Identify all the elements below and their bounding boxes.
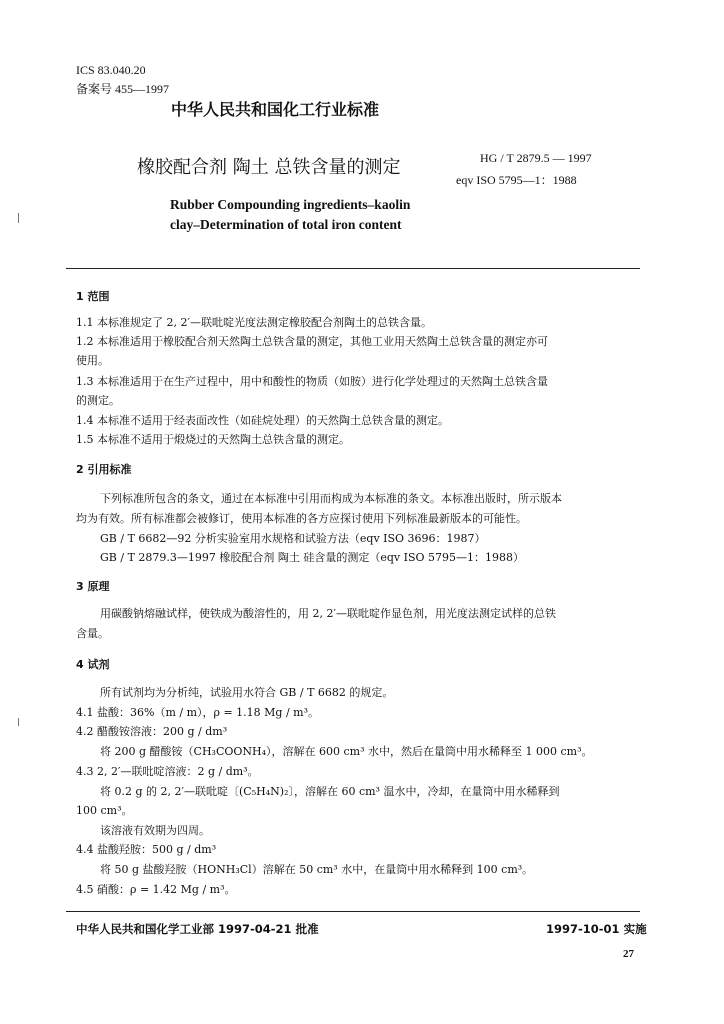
footer-divider	[66, 911, 640, 912]
approval-note: 中华人民共和国化学工业部 1997-04-21 批准	[76, 922, 319, 936]
clause-1-1: 1.1 本标准规定了 2, 2′—联吡啶光度法测定橡胶配合剂陶土的总铁含量。	[76, 316, 432, 329]
section-heading-references: 2 引用标准	[76, 463, 132, 476]
clause-1-2-cont: 使用。	[76, 354, 109, 367]
standard-number: HG / T 2879.5 — 1997	[480, 151, 592, 165]
reagent-4-2: 4.2 醋酸铵溶液：200 g / dm³	[76, 725, 228, 738]
scan-mark	[18, 213, 19, 223]
reference-gb6682: GB / T 6682—92 分析实验室用水规格和试验方法（eqv ISO 3696：1987）	[100, 532, 486, 545]
principle-text-cont: 含量。	[76, 627, 109, 640]
section-heading-principle: 3 原理	[76, 580, 110, 593]
clause-1-3-cont: 的测定。	[76, 394, 120, 407]
implementation-date: 1997-10-01 实施	[546, 922, 647, 936]
reference-gb2879-3: GB / T 2879.3—1997 橡胶配合剂 陶土 硅含量的测定（eqv ISO 5795—1：1988）	[100, 551, 525, 564]
ics-code: ICS 83.040.20	[76, 63, 146, 77]
clause-1-3: 1.3 本标准适用于在生产过程中，用中和酸性的物质（如胺）进行化学处理过的天然陶土总铁含量	[76, 375, 548, 388]
reagent-4-2-detail: 将 200 g 醋酸铵（CH₃COONH₄），溶解在 600 cm³ 水中，然后在量筒中用水稀释至 1 000 cm³。	[100, 745, 593, 758]
industry-standard-name: 中华人民共和国化工行业标准	[171, 100, 380, 119]
record-number: 备案号 455—1997	[76, 82, 170, 96]
references-intro-cont: 均为有效。所有标准都会被修订，使用本标准的各方应探讨使用下列标准最新版本的可能性。	[76, 512, 527, 525]
clause-1-5: 1.5 本标准不适用于煅烧过的天然陶土总铁含量的测定。	[76, 433, 350, 446]
header-divider	[66, 268, 640, 269]
page-number: 27	[623, 948, 634, 960]
reagents-intro: 所有试剂均为分析纯，试验用水符合 GB / T 6682 的规定。	[100, 686, 394, 699]
reagent-4-3-detail-cont: 100 cm³。	[76, 804, 133, 817]
reagent-4-5: 4.5 硝酸：ρ = 1.42 Mg / m³。	[76, 883, 236, 896]
principle-text: 用碳酸钠熔融试样，使铁成为酸溶性的，用 2, 2′—联吡啶作显色剂，用光度法测定试样的总铁	[100, 607, 556, 620]
clause-1-4: 1.4 本标准不适用于经表面改性（如硅烷处理）的天然陶土总铁含量的测定。	[76, 414, 449, 427]
section-heading-scope: 1 范围	[76, 290, 110, 303]
clause-1-2: 1.2 本标准适用于橡胶配合剂天然陶土总铁含量的测定，其他工业用天然陶土总铁含量的测定亦可	[76, 335, 548, 348]
reagent-4-4: 4.4 盐酸羟胺：500 g / dm³	[76, 843, 217, 856]
iso-equivalent: eqv ISO 5795—1：1988	[456, 173, 577, 187]
title-chinese: 橡胶配合剂 陶土 总铁含量的测定	[137, 157, 401, 178]
references-intro: 下列标准所包含的条文，通过在本标准中引用而构成为本标准的条文。本标准出版时，所示版本	[100, 492, 562, 505]
title-english-line1: Rubber Compounding ingredients–kaolin	[170, 197, 411, 212]
reagent-4-3-validity: 该溶液有效期为四周。	[100, 824, 210, 837]
section-heading-reagents: 4 试剂	[76, 658, 110, 671]
reagent-4-4-detail: 将 50 g 盐酸羟胺（HONH₃Cl）溶解在 50 cm³ 水中，在量筒中用水稀释到 100 cm³。	[100, 863, 534, 876]
reagent-4-3-detail: 将 0.2 g 的 2, 2′—联吡啶〔(C₅H₄N)₂〕，溶解在 60 cm³ 温水中，冷却，在量筒中用水稀释到	[100, 785, 560, 798]
title-english-line2: clay–Determination of total iron content	[170, 217, 402, 232]
scan-mark	[18, 718, 19, 726]
reagent-4-3: 4.3 2, 2′—联吡啶溶液：2 g / dm³。	[76, 765, 259, 778]
reagent-4-1: 4.1 盐酸：36%（m / m），ρ = 1.18 Mg / m³。	[76, 706, 320, 719]
